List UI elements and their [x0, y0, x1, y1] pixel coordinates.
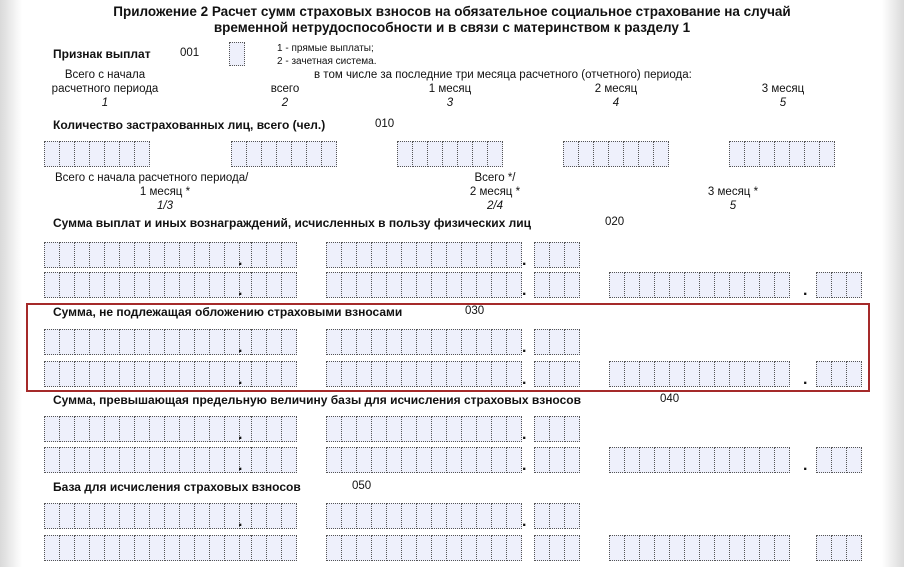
row-050-col2-dot: .	[522, 513, 527, 530]
row-050-col1-frac[interactable]	[251, 503, 296, 529]
col2-total-m2: Всего */	[474, 172, 516, 184]
col-month-2: 2 месяц	[594, 83, 638, 95]
row-040-col2-frac[interactable]	[534, 416, 579, 442]
row-030-col1-int[interactable]	[44, 329, 269, 355]
page-shadow-right	[882, 0, 904, 567]
row-020-code: 020	[605, 216, 625, 228]
row-050-label: База для исчисления страховых взносов	[53, 480, 301, 494]
row-020-col2-frac[interactable]	[534, 242, 579, 268]
row-020-col1-frac[interactable]	[251, 242, 296, 268]
insured-count-col2[interactable]	[231, 141, 336, 167]
row-020-col1-int[interactable]	[44, 242, 269, 268]
row-020-col1-dot: .	[238, 252, 243, 269]
row-030-col1-frac[interactable]	[251, 329, 296, 355]
row-040-col1-int[interactable]	[44, 416, 269, 442]
row-020-col5-dot: .	[803, 282, 808, 299]
payment-sign-option-1: 1 - прямые выплаты;	[277, 43, 374, 54]
row-040-col5-dot: .	[803, 457, 808, 474]
col2-month-3: 3 месяц *	[707, 186, 759, 198]
col2-month-1: 1 месяц *	[139, 186, 191, 198]
row-040-col4-int[interactable]	[326, 447, 521, 473]
insured-count-col5[interactable]	[729, 141, 834, 167]
row-050-col2-frac[interactable]	[534, 503, 579, 529]
row-050-col5-frac[interactable]	[816, 535, 861, 561]
row-020-col3-frac[interactable]	[251, 272, 296, 298]
insured-count-col1[interactable]	[44, 141, 149, 167]
col2-num-1: 1/3	[157, 200, 173, 212]
row-050-col1-dot: .	[238, 513, 243, 530]
row-040-label: Сумма, превышающая предельную величину базы для исчисления страховых взносов	[53, 393, 581, 407]
row-050-col3-frac[interactable]	[251, 535, 296, 561]
row-020-col3-int[interactable]	[44, 272, 269, 298]
row-050-col4-int[interactable]	[326, 535, 521, 561]
col-total-line2: расчетного периода	[51, 83, 159, 95]
row-020-col5-int[interactable]	[609, 272, 789, 298]
col-num-5: 5	[779, 97, 787, 109]
payment-sign-code: 001	[180, 47, 200, 59]
row-030-col4-frac[interactable]	[534, 361, 579, 387]
row-050-code: 050	[352, 480, 372, 492]
row-030-label: Сумма, не подлежащая обложению страховыми взносами	[53, 305, 403, 319]
row-030-col5-int[interactable]	[609, 361, 789, 387]
col2-month-2: 2 месяц *	[469, 186, 521, 198]
insured-count-col3[interactable]	[397, 141, 502, 167]
row-040-col4-dot: .	[522, 457, 527, 474]
insured-count-label: Количество застрахованных лиц, всего (чел.)	[53, 118, 326, 132]
row-030-col2-dot: .	[522, 339, 527, 356]
row-030-col4-dot: .	[522, 371, 527, 388]
row-020-col3-dot: .	[238, 282, 243, 299]
col2-num-3: 5	[729, 200, 737, 212]
row-020-col4-frac[interactable]	[534, 272, 579, 298]
col2-num-2: 2/4	[487, 200, 503, 212]
col-month-1: 1 месяц	[428, 83, 472, 95]
row-030-col2-frac[interactable]	[534, 329, 579, 355]
payment-sign-input[interactable]	[229, 42, 244, 68]
row-040-col3-dot: .	[238, 457, 243, 474]
row-040-col5-frac[interactable]	[816, 447, 861, 473]
row-040-col4-frac[interactable]	[534, 447, 579, 473]
row-040-col2-dot: .	[522, 426, 527, 443]
form-title-line2: временной нетрудоспособности и в связи с материнством к разделу 1	[213, 20, 691, 35]
row-020-col2-int[interactable]	[326, 242, 521, 268]
page-shadow-left	[0, 0, 22, 567]
row-030-col3-int[interactable]	[44, 361, 269, 387]
form-title-line1: Приложение 2 Расчет сумм страховых взносов на обязательное социальное страхование на случай	[113, 4, 791, 19]
col-last-three-months: в том числе за последние три месяца расчетного (отчетного) периода:	[314, 69, 692, 81]
col-vsego: всего	[270, 83, 300, 95]
insured-count-code: 010	[375, 118, 395, 130]
row-030-code: 030	[465, 305, 485, 317]
payment-sign-label: Признак выплат	[53, 47, 151, 61]
row-020-label: Сумма выплат и иных вознаграждений, исчисленных в пользу физических лиц	[53, 216, 531, 230]
row-040-col5-int[interactable]	[609, 447, 789, 473]
col-total-line1: Всего с начала	[64, 69, 146, 81]
row-030-col3-frac[interactable]	[251, 361, 296, 387]
payment-sign-option-2: 2 - зачетная система.	[277, 56, 377, 67]
col-num-2: 2	[281, 97, 289, 109]
col-num-1: 1	[101, 97, 109, 109]
col2-total: Всего с начала расчетного периода/	[55, 172, 249, 184]
row-030-col2-int[interactable]	[326, 329, 521, 355]
row-040-code: 040	[660, 393, 680, 405]
row-030-col3-dot: .	[238, 371, 243, 388]
row-020-col4-dot: .	[522, 282, 527, 299]
row-040-col3-int[interactable]	[44, 447, 269, 473]
row-050-col5-int[interactable]	[609, 535, 789, 561]
col-num-3: 3	[446, 97, 454, 109]
row-040-col1-frac[interactable]	[251, 416, 296, 442]
row-040-col2-int[interactable]	[326, 416, 521, 442]
row-020-col5-frac[interactable]	[816, 272, 861, 298]
row-040-col1-dot: .	[238, 426, 243, 443]
col-num-4: 4	[612, 97, 620, 109]
row-030-col1-dot: .	[238, 339, 243, 356]
row-030-col5-frac[interactable]	[816, 361, 861, 387]
row-030-col4-int[interactable]	[326, 361, 521, 387]
row-030-col5-dot: .	[803, 371, 808, 388]
row-050-col4-frac[interactable]	[534, 535, 579, 561]
row-020-col4-int[interactable]	[326, 272, 521, 298]
row-050-col2-int[interactable]	[326, 503, 521, 529]
row-020-col2-dot: .	[522, 252, 527, 269]
row-040-col3-frac[interactable]	[251, 447, 296, 473]
row-050-col3-int[interactable]	[44, 535, 269, 561]
insured-count-col4[interactable]	[563, 141, 668, 167]
col-month-3: 3 месяц	[761, 83, 805, 95]
row-050-col1-int[interactable]	[44, 503, 269, 529]
